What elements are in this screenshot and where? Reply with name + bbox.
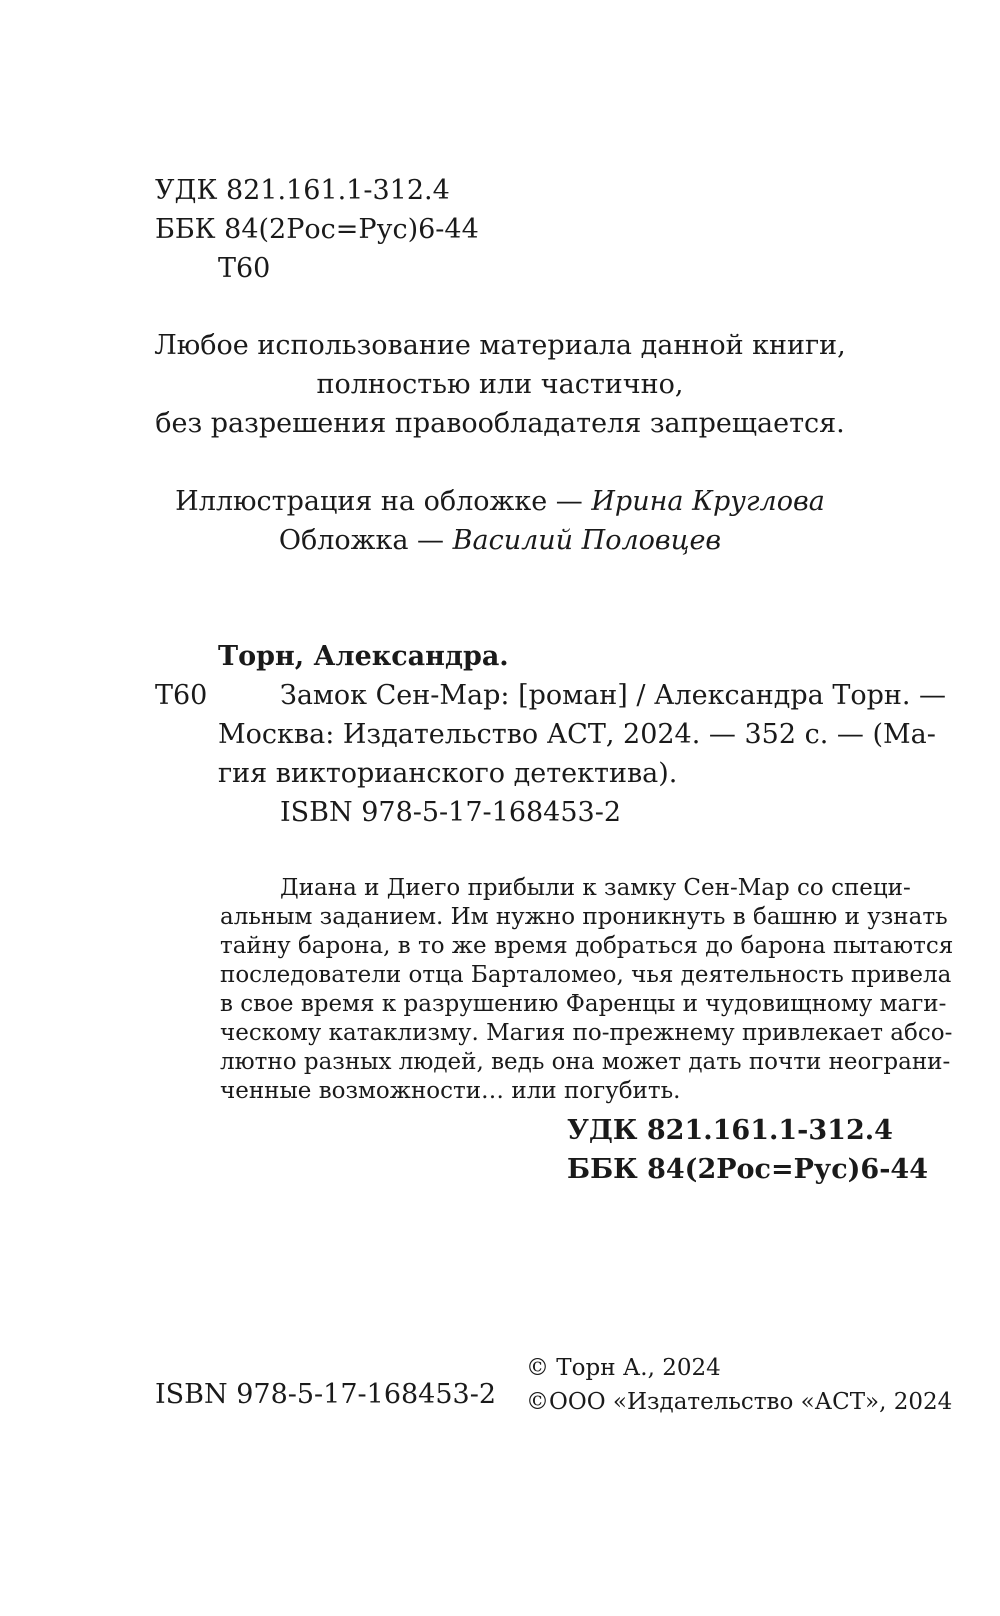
bbk-code: ББК 84(2Рос=Рус)6-44 — [155, 214, 479, 245]
footer-bbk-code: ББК 84(2Рос=Рус)6-44 — [567, 1154, 928, 1185]
cover-credit — [0, 522, 1000, 560]
illustration-credit — [0, 483, 1000, 521]
cover-designer-name: Василий Половцев — [452, 525, 722, 556]
cover-label: Обложка — — [278, 525, 453, 556]
annotation-line-1: Диана и Диего прибыли к замку Сен-Мар со специ- — [280, 875, 911, 901]
copyright-notice-line-2: полностью или частично, — [316, 369, 684, 400]
copyright-notice-line-3: без разрешения правообладателя запрещается. — [155, 408, 845, 439]
imprint-isbn: ISBN 978-5-17-168453-2 — [155, 1379, 497, 1410]
catalog-description-line-1: Замок Сен-Мар: [роман] / Александра Торн. — — [280, 680, 947, 711]
catalog-author-heading: Торн, Александра. — [218, 641, 509, 672]
annotation-line-3: тайну барона, в то же время добраться до барона пытаются — [220, 933, 954, 959]
annotation-line-7: лютно разных людей, ведь она может дать почти неограни- — [220, 1049, 951, 1075]
author-mark: Т60 — [218, 253, 271, 284]
copyright-publisher: ©ООО «Издательство «АСТ», 2024 — [526, 1389, 953, 1415]
annotation-line-4: последователи отца Барталомео, чья деятельность привела — [220, 962, 952, 988]
illustration-label: Иллюстрация на обложке — — [175, 486, 592, 517]
footer-udk-code: УДК 821.161.1-312.4 — [567, 1115, 893, 1146]
annotation-line-5: в свое время к разрушению Фаренцы и чудовищному маги- — [220, 991, 947, 1017]
catalog-description-line-3: гия викторианского детектива). — [218, 758, 678, 789]
catalog-isbn: ISBN 978-5-17-168453-2 — [280, 797, 622, 828]
catalog-author-mark: Т60 — [155, 680, 208, 711]
copyright-author: © Торн А., 2024 — [526, 1355, 721, 1381]
catalog-description-line-2: Москва: Издательство АСТ, 2024. — 352 с. — (Ма- — [218, 719, 936, 750]
copyright-notice-line-1: Любое использование материала данной книги, — [154, 330, 846, 361]
annotation-line-8: ченные возможности… или погубить. — [220, 1078, 681, 1104]
illustrator-name: Ирина Круглова — [591, 486, 825, 517]
annotation-line-2: альным заданием. Им нужно проникнуть в башню и узнать — [220, 904, 948, 930]
udk-code: УДК 821.161.1-312.4 — [155, 175, 450, 206]
annotation-line-6: ческому катаклизму. Магия по-прежнему привлекает абсо- — [220, 1020, 953, 1046]
